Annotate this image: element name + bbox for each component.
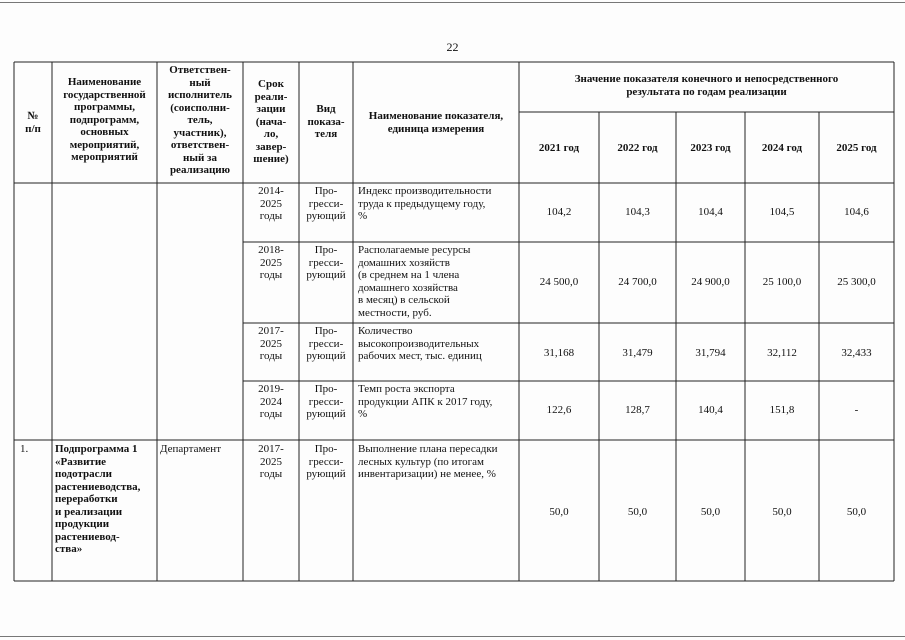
header-indicator: Наименование показателя, единица измерения: [368, 110, 504, 135]
row-value-2025: 32,433: [841, 347, 872, 359]
row-type: Про- гресси- рующий: [306, 443, 346, 480]
header-type: Вид показа- теля: [307, 103, 345, 140]
row-value-2022: 104,3: [625, 206, 650, 218]
row-responsible: Департамент: [160, 443, 222, 455]
row-value-2021: 122,6: [546, 404, 572, 416]
row-value-2023: 24 900,0: [691, 276, 730, 288]
row-value-2024: 104,5: [769, 206, 795, 218]
row-value-2025: 104,6: [844, 206, 869, 218]
row-value-2022: 128,7: [625, 404, 650, 416]
row-value-2025: -: [854, 404, 859, 416]
row-value-2025: 25 300,0: [837, 276, 876, 288]
row-value-2023: 104,4: [698, 206, 723, 218]
row-value-2024: 25 100,0: [762, 276, 802, 288]
row-term: 2014- 2025 годы: [258, 185, 284, 222]
header-year-2024: 2024 год: [761, 142, 803, 154]
header-year-2021: 2021 год: [538, 142, 580, 154]
row-value-2021: 24 500,0: [539, 276, 579, 288]
row-value-2021: 104,2: [546, 206, 572, 218]
row-value-2024: 32,112: [767, 347, 797, 359]
row-indicator: Количество высокопроизводительных рабочих мест, тыс. единиц: [358, 325, 482, 362]
row-type: Про- гресси- рующий: [306, 244, 346, 281]
header-no: № п/п: [25, 110, 41, 135]
header-term: Срок реали- зации (нача- ло, завер- шение): [253, 78, 289, 165]
row-indicator: Темп роста экспорта продукции АПК к 2017 году, %: [358, 383, 493, 420]
header-values-group: Значение показателя конечного и непосредственного результата по годам реализации: [574, 73, 839, 98]
row-type: Про- гресси- рующий: [306, 325, 346, 362]
header-program: Наименование государственной программы, подпрограмм, основных мероприятий, мероприятий: [63, 76, 146, 163]
header-responsible: Ответствен- ный исполнитель (соисполни- тель, участник), ответствен- ный за реализацию: [167, 64, 233, 176]
row-indicator: Выполнение плана пересадки лесных культур (по итогам инвентаризации) не менее, %: [358, 443, 498, 480]
header-year-2022: 2022 год: [617, 142, 658, 154]
row-value-2022: 31,479: [622, 347, 653, 359]
row-indicator: Располагаемые ресурсы домашних хозяйств (в среднем на 1 члена домашнего хозяйства в месяц) в сельской местности, руб.: [358, 244, 471, 319]
row-term: 2017- 2025 годы: [258, 443, 284, 480]
row-value-2025: 50,0: [846, 506, 867, 518]
row-value-2024: 50,0: [772, 506, 792, 518]
row-value-2022: 50,0: [627, 506, 648, 518]
row-value-2021: 50,0: [549, 506, 569, 518]
row-value-2021: 31,168: [543, 347, 575, 359]
row-value-2023: 31,794: [695, 347, 726, 359]
row-term: 2017- 2025 годы: [258, 325, 284, 362]
row-type: Про- гресси- рующий: [306, 185, 346, 222]
row-value-2022: 24 700,0: [618, 276, 657, 288]
row-number: 1.: [20, 443, 29, 455]
row-type: Про- гресси- рующий: [306, 383, 346, 420]
row-value-2024: 151,8: [769, 404, 795, 416]
row-term: 2019- 2024 годы: [258, 383, 284, 420]
row-indicator: Индекс производительности труда к предыдущему году, %: [358, 185, 492, 222]
row-term: 2018- 2025 годы: [258, 244, 284, 281]
header-year-2025: 2025 год: [836, 142, 877, 154]
page-number: 22: [446, 40, 459, 54]
row-value-2023: 50,0: [700, 506, 721, 518]
header-year-2023: 2023 год: [690, 142, 731, 154]
row-value-2023: 140,4: [698, 404, 723, 416]
row-program: Подпрограмма 1 «Развитие подотрасли растениеводства, переработки и реализации продукции растениевод- ства»: [55, 443, 141, 555]
